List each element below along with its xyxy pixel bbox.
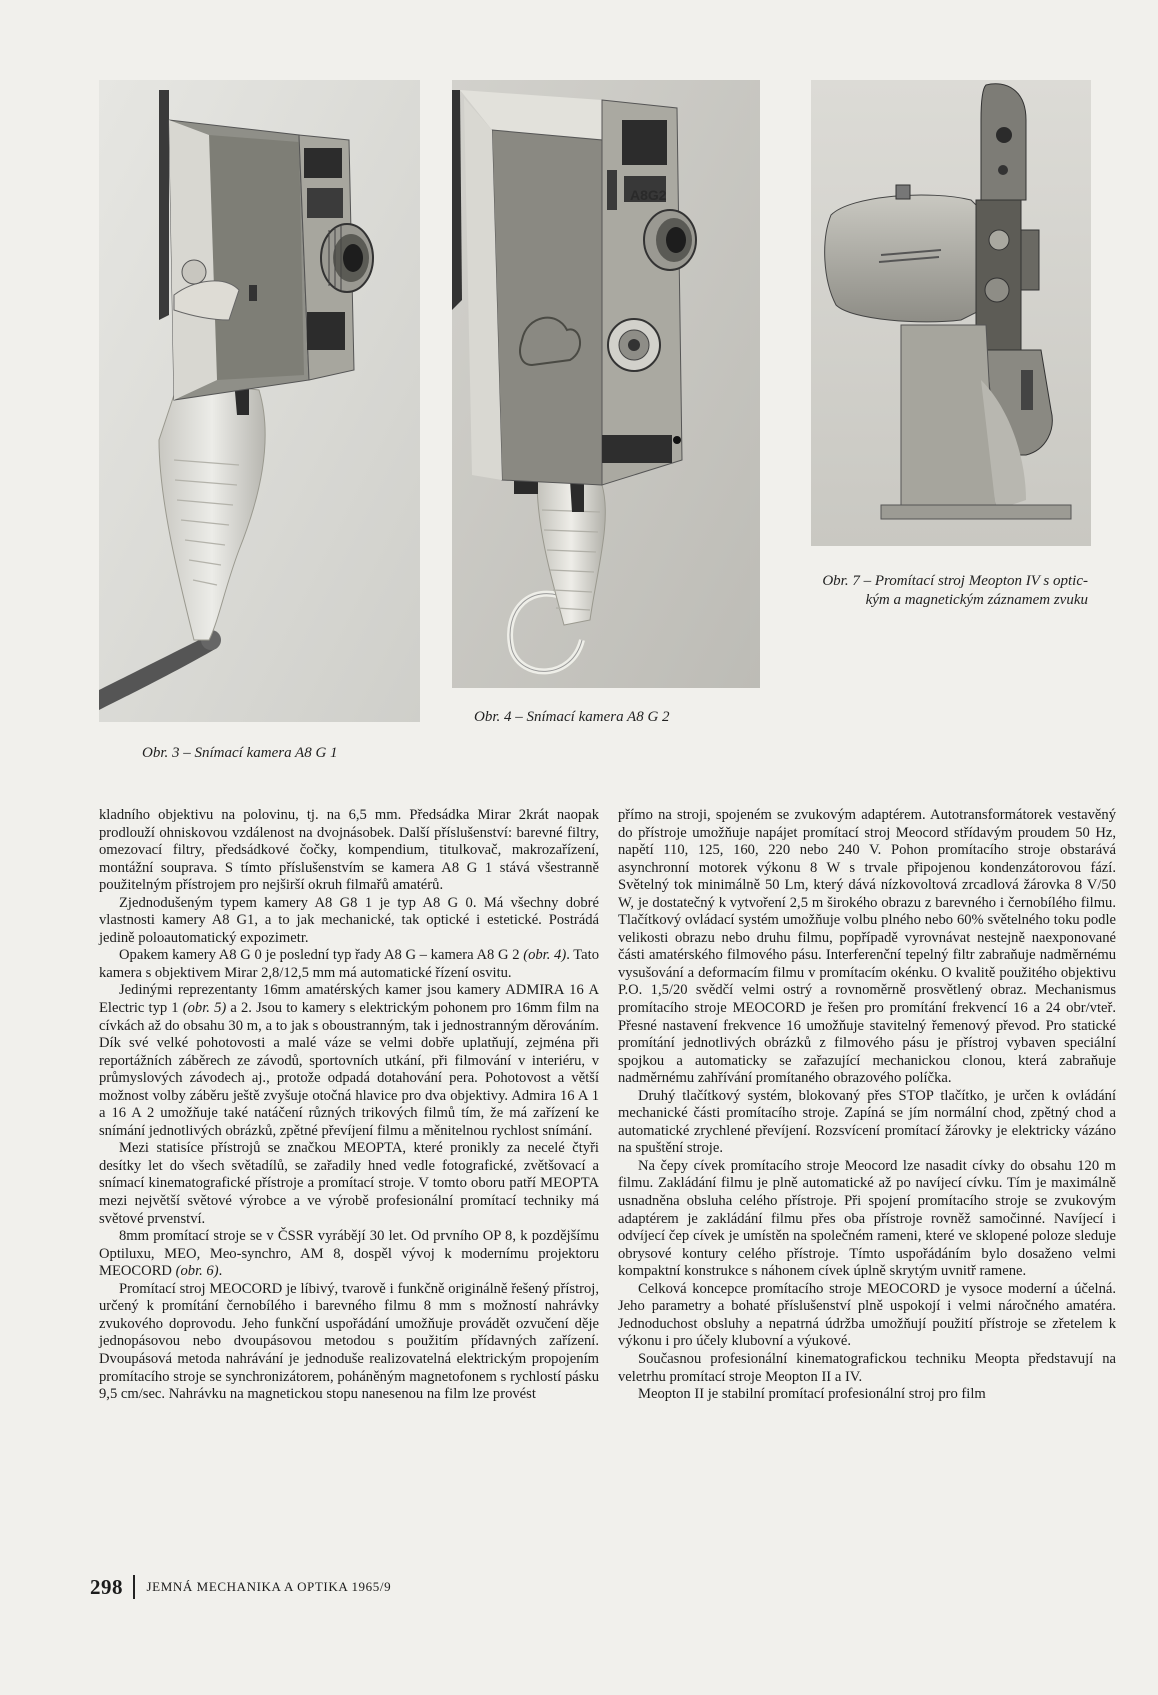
paragraph: Na čepy cívek promítacího stroje Meocord lze nasadit cívky do obsahu 120 m filmu. Zakládání filmu je plně automatické až po navíjecí cívku. Tím je maximálně usnadněna obsluha celého přístroje. Při spojení promítacího stroje se zvukovým adaptérem je zakládání filmu přes oba přístroje rovněž samočinné. Navíjecí i odvíjecí čep cívek je umístěn na společném rameni, které ve sklopené poloze sleduje obrysové kontury celého přístroje. Tímto uspořádáním bylo dosaženo velmi kompaktní konstrukce s náhonem cívek úplně skrytým uvnitř ramene. — [618, 1157, 1116, 1280]
caption-figure-7-line-1: Obr. 7 – Promítací stroj Meopton IV s optic- — [822, 573, 1088, 589]
journal-title: JEMNÁ MECHANIKA A OPTIKA 1965/9 — [146, 1579, 392, 1594]
page-number: 298 — [90, 1574, 123, 1599]
paragraph: Opakem kamery A8 G 0 je poslední typ řady A8 G – kamera A8 G 2 (obr. 4). Tato kamera s objektivem Mirar 2,8/12,5 mm má automatické řízení osvitu. — [99, 947, 600, 981]
paragraph: Jedinými reprezentanty 16mm amatérských kamer jsou kamery ADMIRA 16 A Electric typ 1 (obr. 5) a 2. Jsou to kamery s elektrickým pohonem pro 16mm film na cívkách až do obsahu 30 m, a to jak s oboustranným, tak i jednostranným děrováním. Dík své velké pohotovosti a malé váze se velmi dobře uplatňují, zejména při reportážních záběrech ze závodů, sportovních utkání, při filmování v interiéru, v průmyslových závodech aj., protože odpadá dotahování pera. Pohotovost a větší možnost volby záběru ještě zvyšuje otočná hlavice pro dva objektivy. Admira 16 A 1 a 16 A 2 umožňuje také natáčení různých trikových filmů tím, že má zařízení ke snímání jednotlivých obrázků, zpětné převíjení filmu a měnitelnou rychlost snímání. — [99, 982, 600, 1139]
paragraph: Druhý tlačítkový systém, blokovaný přes STOP tlačítko, je určen k ovládání mechanické části promítacího stroje. Zapíná se jím normální chod, zpětný chod a automatické zrychlené převíjení. Rozsvícení promítací žárovky je elektricky vázáno na spuštění stroje. — [618, 1087, 1116, 1157]
caption-figure-4: Obr. 4 – Snímací kamera A8 G 2 — [474, 709, 670, 725]
article-column-left — [99, 807, 599, 1404]
page-footer — [90, 1572, 391, 1602]
caption-figure-7 — [0, 572, 1088, 610]
figure-reference: (obr. 6) — [175, 1263, 219, 1280]
paragraph: Mezi statisíce přístrojů se značkou MEOPTA, které pronikly za necelé čtyři desítky let do všech světadílů, se zařadily hned vedle fotografické, zvětšovací a snímací kinematografické přístroje a promítací stroje. V tomto oboru patří MEOPTA mezi největší světové výrobce a ve výrobě profesionální promítací techniky má světové prvenství. — [99, 1140, 599, 1227]
figure-reference: (obr. 5) — [182, 1000, 227, 1017]
paragraph: 8mm promítací stroje se v ČSSR vyrábějí 30 let. Od prvního OP 8, k pozdějšímu Optiluxu, MEO, Meo-synchro, AM 8, dospěl vývoj k modernímu projektoru MEOCORD (obr. 6). — [99, 1228, 599, 1280]
photo-camera-a8g1 — [99, 80, 420, 722]
photo-projector-meopton-iv — [811, 80, 1091, 546]
paragraph: Současnou profesionální kinematografickou techniku Meopta představují na veletrhu promítací stroje Meopton II a IV. — [618, 1350, 1116, 1385]
caption-figure-7-line-2: kým a magnetickým záznamem zvuku — [865, 592, 1088, 608]
caption-figure-3: Obr. 3 – Snímací kamera A8 G 1 — [142, 745, 338, 761]
paragraph: přímo na stroji, spojeném se zvukovým adaptérem. Autotransformátorek vestavěný do přístroje umožňuje napájet promítací stroj Meocord střídavým proudem 50 Hz, napětí 110, 125, 160, 220 nebo 240 V. Pohon promítacího stroje obstarává asynchronní motorek výkonu 8 W s trvale připojenou kondenzátorovou fází. Světelný tok minimálně 50 Lm, který dává nízkovoltová zrcadlová žárovka 8 V/50 W, je dostatečný k vytvoření 2,5 m širokého obrazu z barevného i černobílého filmu. Tlačítkový ovládací systém umožňuje volbu plného nebo 60% světelného toku podle velikosti obrazu nebo druhu filmu, popřípadě vyrovnávat nestejně naexponované části amatérského filmového pásu. Interferenční tepelný filtr zabraňuje nadměrnému vysušování a deformacím filmu v promítacím okénku. O kvalitě použitého objektivu P.O. 1,5/20 svědčí velmi ostrý a rovnoměrně prosvětlený obraz. Mechanismus promítacího stroje MEOCORD je řešen pro promítání frekvencí 16 a 24 obr/vteř. Přesné nastavení frekvence 16 umožňuje stavitelný řemenový převod. Pro statické promítání jednotlivých obrázků z filmového pásu je přístroj vybaven speciální spojkou a automaticky se zařazující mechanickou clonou, která zabraňuje nadměrnému zahřívání promítaného obrazového políčka. — [618, 807, 1116, 1087]
paragraph: Zjednodušeným typem kamery A8 G8 1 je typ A8 G 0. Má všechny dobré vlastnosti kamery A8 G1, a to jak mechanické, tak optické i estetické. Postrádá jedině poloautomatický expozimetr. — [99, 894, 599, 946]
paragraph: kladního objektivu na polovinu, tj. na 6,5 mm. Předsádka Mirar 2krát naopak prodlouží ohniskovou vzdálenost na dvojnásobek. Další příslušenství: barevné filtry, omezovací filtry, předsádkové čočky, kompendium, titulkovač, makrozařízení, montážní souprava. S tímto příslušenstvím se kamera A8 G 1 stává všestranně použitelným přístrojem pro nejširší okruh filmařů amatérů. — [99, 807, 599, 894]
camera-model-label: A8G2 — [630, 187, 667, 203]
paragraph: Celková koncepce promítacího stroje MEOCORD je vysoce moderní a účelná. Jeho parametry a bohaté příslušenství plně uspokojí i velmi náročného amatéra. Jednoduchost obsluhy a nepatrná údržba umožňují použití přístroje se zřetelem k výkonu i pro účely klubovní a výukové. — [618, 1280, 1116, 1350]
figure-reference: (obr. 4) — [523, 947, 567, 964]
article-column-right — [618, 807, 1116, 1404]
paragraph: Promítací stroj MEOCORD je líbivý, tvarově i funkčně originálně řešený přístroj, určený k promítání černobílého i barevného filmu 8 mm s možností nahrávky zvukového doprovodu. Jeho funkční uspořádání umožňuje provádět ozvučení děje jednopásovou nebo dvoupásovou metodou s použitím přídavných zařízení. Dvoupásová metoda nahrávání je jednoduše realizovatelná elektrickým propojením promítacího stroje se synchronizátorem, poháněným magnetofonem s rychlostí pásku 9,5 cm/sec. Nahrávku na magnetickou stopu nanesenou na film lze provést — [99, 1280, 599, 1403]
paragraph: Meopton II je stabilní promítací profesionální stroj pro film — [638, 1386, 986, 1403]
footer-divider — [133, 1575, 135, 1599]
